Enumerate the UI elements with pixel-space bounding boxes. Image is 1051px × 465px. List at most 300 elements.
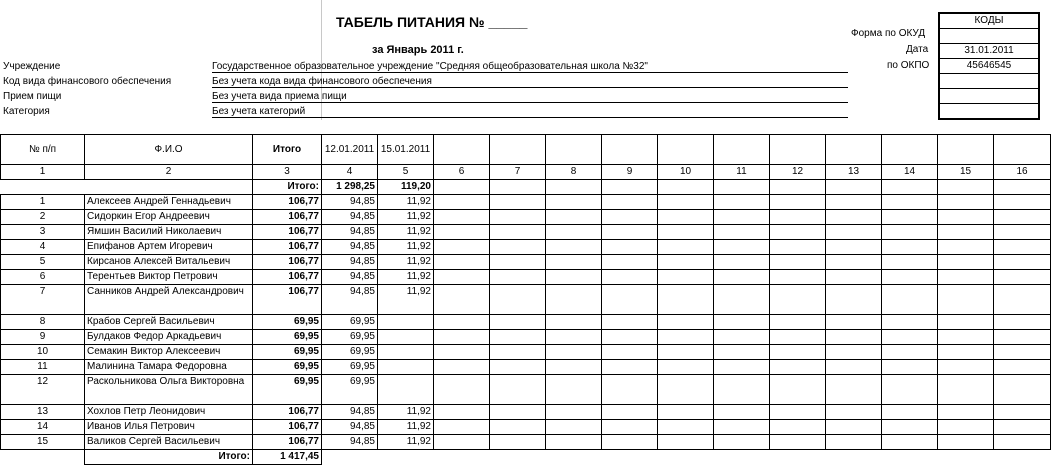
cell-d2: 11,92 xyxy=(378,240,434,255)
cell-empty xyxy=(714,420,770,435)
table-row xyxy=(1,330,1051,345)
col-number: 13 xyxy=(826,165,882,180)
field-value-category: Без учета категорий xyxy=(212,106,848,118)
cell-empty xyxy=(602,375,658,405)
cell-empty xyxy=(434,210,490,225)
cell-empty xyxy=(938,345,994,360)
table-row xyxy=(1,240,1051,255)
col-number: 9 xyxy=(602,165,658,180)
cell-d2 xyxy=(378,375,434,405)
col-number: 14 xyxy=(882,165,938,180)
table-header-row xyxy=(1,135,1051,165)
col-number: 12 xyxy=(770,165,826,180)
cell-empty xyxy=(658,420,714,435)
cell-total: 106,77 xyxy=(253,420,322,435)
cell-empty xyxy=(938,330,994,345)
cell-empty xyxy=(938,405,994,420)
top-total-row xyxy=(1,180,1051,195)
cell-empty xyxy=(714,435,770,450)
cell-empty xyxy=(434,270,490,285)
header-cell: № п/п xyxy=(1,135,85,165)
cell-empty xyxy=(826,330,882,345)
cell-empty xyxy=(826,345,882,360)
cell-d2: 11,92 xyxy=(378,225,434,240)
top-total-col4: 1 298,25 xyxy=(322,180,378,195)
cell-n: 12 xyxy=(1,375,85,405)
date-label: Дата xyxy=(906,44,929,55)
col-number: 7 xyxy=(490,165,546,180)
cell-empty xyxy=(938,420,994,435)
cell-empty xyxy=(826,225,882,240)
cell-empty xyxy=(770,225,826,240)
cell-empty xyxy=(770,255,826,270)
cell-total: 106,77 xyxy=(253,255,322,270)
cell-empty xyxy=(882,225,938,240)
cell-empty xyxy=(994,195,1051,210)
cell-n: 1 xyxy=(1,195,85,210)
cell-d2 xyxy=(378,360,434,375)
cell-d1: 69,95 xyxy=(322,360,378,375)
cell-empty xyxy=(770,405,826,420)
okud-value xyxy=(940,29,1038,44)
table-row xyxy=(1,285,1051,315)
cell-total: 106,77 xyxy=(253,270,322,285)
cell-empty xyxy=(658,345,714,360)
header-cell xyxy=(658,135,714,165)
cell-empty xyxy=(714,360,770,375)
field-label-institution: Учреждение xyxy=(3,61,61,72)
cell-empty xyxy=(602,360,658,375)
cell-d2: 11,92 xyxy=(378,420,434,435)
cell-empty xyxy=(602,240,658,255)
cell-empty xyxy=(938,240,994,255)
cell-n: 7 xyxy=(1,285,85,315)
cell-empty xyxy=(602,435,658,450)
cell-empty xyxy=(434,405,490,420)
cell-empty xyxy=(658,360,714,375)
cell-empty xyxy=(490,420,546,435)
cell-empty xyxy=(770,420,826,435)
column-numbers-row xyxy=(1,165,1051,180)
field-value-finance-code: Без учета кода вида финансового обеспечения xyxy=(212,76,848,88)
cell-empty xyxy=(882,210,938,225)
col-number: 4 xyxy=(322,165,378,180)
cell-n: 14 xyxy=(1,420,85,435)
table-row xyxy=(1,405,1051,420)
cell-total: 69,95 xyxy=(253,375,322,405)
cell-empty xyxy=(434,225,490,240)
cell-empty xyxy=(490,285,546,315)
cell-empty xyxy=(882,345,938,360)
header-cell xyxy=(938,135,994,165)
cell-empty xyxy=(546,330,602,345)
cell-n: 15 xyxy=(1,435,85,450)
col-number: 3 xyxy=(253,165,322,180)
cell-empty xyxy=(490,435,546,450)
cell-total: 106,77 xyxy=(253,435,322,450)
cell-empty xyxy=(490,330,546,345)
codes-box xyxy=(938,12,1040,120)
table-row xyxy=(1,435,1051,450)
cell-empty xyxy=(770,345,826,360)
cell-empty xyxy=(882,420,938,435)
field-value-meal: Без учета вида приема пищи xyxy=(212,91,848,103)
cell-empty xyxy=(602,210,658,225)
cell-empty xyxy=(994,255,1051,270)
okpo-label: по ОКПО xyxy=(887,60,930,71)
field-value-institution: Государственное образовательное учреждение "Средняя общеобразовательная школа №32" xyxy=(212,61,848,73)
cell-empty xyxy=(714,405,770,420)
cell-empty xyxy=(994,330,1051,345)
field-label-category: Категория xyxy=(3,106,50,117)
cell-d2: 11,92 xyxy=(378,270,434,285)
cell-empty xyxy=(882,330,938,345)
cell-empty xyxy=(434,240,490,255)
cell-d1: 69,95 xyxy=(322,345,378,360)
col-number: 6 xyxy=(434,165,490,180)
cell-total: 106,77 xyxy=(253,210,322,225)
cell-name: Малинина Тамара Федоровна xyxy=(85,360,253,375)
cell-empty xyxy=(658,435,714,450)
cell-empty xyxy=(602,285,658,315)
cell-empty xyxy=(658,270,714,285)
cell-n: 8 xyxy=(1,315,85,330)
cell-total: 69,95 xyxy=(253,345,322,360)
cell-empty xyxy=(602,270,658,285)
bottom-total-row xyxy=(1,450,1051,465)
cell-n: 2 xyxy=(1,210,85,225)
cell-empty xyxy=(994,435,1051,450)
cell-empty xyxy=(434,255,490,270)
okpo-value: 45646545 xyxy=(940,59,1038,74)
header-cell xyxy=(826,135,882,165)
cell-empty xyxy=(434,345,490,360)
cell-total: 106,77 xyxy=(253,225,322,240)
cell-n: 3 xyxy=(1,225,85,240)
cell-empty xyxy=(770,360,826,375)
cell-empty xyxy=(882,360,938,375)
cell-d1: 94,85 xyxy=(322,210,378,225)
cell-empty xyxy=(770,375,826,405)
cell-empty xyxy=(826,375,882,405)
cell-empty xyxy=(826,420,882,435)
cell-empty xyxy=(434,375,490,405)
col-number: 8 xyxy=(546,165,602,180)
header-cell xyxy=(434,135,490,165)
table-row xyxy=(1,195,1051,210)
cell-empty xyxy=(490,195,546,210)
cell-empty xyxy=(658,315,714,330)
cell-empty xyxy=(826,255,882,270)
header-cell xyxy=(490,135,546,165)
cell-name: Раскольникова Ольга Викторовна xyxy=(85,375,253,405)
cell-empty xyxy=(434,330,490,345)
cell-empty xyxy=(546,285,602,315)
cell-d1: 94,85 xyxy=(322,225,378,240)
col-number: 2 xyxy=(85,165,253,180)
cell-d1: 94,85 xyxy=(322,435,378,450)
cell-empty xyxy=(994,285,1051,315)
cell-empty xyxy=(938,210,994,225)
cell-empty xyxy=(490,225,546,240)
cell-name: Ямшин Василий Николаевич xyxy=(85,225,253,240)
cell-empty xyxy=(938,360,994,375)
table-row xyxy=(1,210,1051,225)
cell-empty xyxy=(714,210,770,225)
cell-empty xyxy=(714,195,770,210)
cell-empty xyxy=(490,240,546,255)
cell-empty xyxy=(434,315,490,330)
cell-d2 xyxy=(378,345,434,360)
cell-empty xyxy=(994,240,1051,255)
cell-empty xyxy=(770,210,826,225)
cell-n: 6 xyxy=(1,270,85,285)
header-cell xyxy=(602,135,658,165)
cell-empty xyxy=(826,210,882,225)
cell-empty xyxy=(882,195,938,210)
col-number: 1 xyxy=(1,165,85,180)
cell-empty xyxy=(546,195,602,210)
table-row xyxy=(1,345,1051,360)
cell-empty xyxy=(770,315,826,330)
table-row xyxy=(1,360,1051,375)
cell-n: 9 xyxy=(1,330,85,345)
cell-empty xyxy=(546,360,602,375)
header-cell: 12.01.2011 xyxy=(322,135,378,165)
cell-empty xyxy=(602,345,658,360)
cell-d1: 94,85 xyxy=(322,270,378,285)
cell-empty xyxy=(490,345,546,360)
cell-empty xyxy=(546,210,602,225)
cell-empty xyxy=(826,360,882,375)
cell-d1: 94,85 xyxy=(322,420,378,435)
table-row xyxy=(1,315,1051,330)
codes-empty-row xyxy=(940,89,1038,104)
cell-empty xyxy=(826,270,882,285)
cell-empty xyxy=(434,195,490,210)
cell-empty xyxy=(994,345,1051,360)
cell-empty xyxy=(938,270,994,285)
header-cell: Ф.И.О xyxy=(85,135,253,165)
cell-d2: 11,92 xyxy=(378,195,434,210)
cell-d2: 11,92 xyxy=(378,210,434,225)
cell-empty xyxy=(546,435,602,450)
cell-empty xyxy=(826,285,882,315)
cell-n: 11 xyxy=(1,360,85,375)
cell-empty xyxy=(770,195,826,210)
cell-empty xyxy=(658,210,714,225)
cell-name: Иванов Илья Петрович xyxy=(85,420,253,435)
cell-name: Терентьев Виктор Петрович xyxy=(85,270,253,285)
cell-empty xyxy=(770,285,826,315)
cell-empty xyxy=(546,405,602,420)
cell-empty xyxy=(602,315,658,330)
cell-name: Крабов Сергей Васильевич xyxy=(85,315,253,330)
cell-empty xyxy=(994,360,1051,375)
cell-empty xyxy=(658,330,714,345)
cell-empty xyxy=(994,225,1051,240)
cell-name: Епифанов Артем Игоревич xyxy=(85,240,253,255)
cell-empty xyxy=(602,255,658,270)
cell-empty xyxy=(994,375,1051,405)
cell-total: 106,77 xyxy=(253,405,322,420)
cell-empty xyxy=(938,435,994,450)
header-cell xyxy=(714,135,770,165)
cell-n: 13 xyxy=(1,405,85,420)
cell-name: Алексеев Андрей Геннадьевич xyxy=(85,195,253,210)
cell-empty xyxy=(882,375,938,405)
col-number: 5 xyxy=(378,165,434,180)
cell-name: Санников Андрей Александрович xyxy=(85,285,253,315)
cell-empty xyxy=(994,210,1051,225)
table-row xyxy=(1,255,1051,270)
cell-empty xyxy=(826,195,882,210)
cell-empty xyxy=(994,270,1051,285)
cell-n: 5 xyxy=(1,255,85,270)
cell-empty xyxy=(882,285,938,315)
cell-empty xyxy=(938,255,994,270)
document-period: за Январь 2011 г. xyxy=(372,44,464,56)
date-value: 31.01.2011 xyxy=(940,44,1038,59)
cell-d1: 94,85 xyxy=(322,240,378,255)
attendance-table xyxy=(0,134,1051,465)
cell-d1: 94,85 xyxy=(322,195,378,210)
table-row xyxy=(1,375,1051,405)
cell-empty xyxy=(490,405,546,420)
col-number: 10 xyxy=(658,165,714,180)
codes-header: КОДЫ xyxy=(940,14,1038,29)
cell-empty xyxy=(826,315,882,330)
cell-empty xyxy=(434,285,490,315)
cell-name: Сидоркин Егор Андреевич xyxy=(85,210,253,225)
cell-name: Валиков Сергей Васильевич xyxy=(85,435,253,450)
cell-name: Семакин Виктор Алексеевич xyxy=(85,345,253,360)
cell-empty xyxy=(490,255,546,270)
cell-empty xyxy=(434,420,490,435)
top-total-label: Итого: xyxy=(253,180,322,195)
field-label-meal: Прием пищи xyxy=(3,91,62,102)
cell-empty xyxy=(714,330,770,345)
cell-d2 xyxy=(378,315,434,330)
col-number: 16 xyxy=(994,165,1051,180)
cell-empty xyxy=(546,420,602,435)
cell-empty xyxy=(490,360,546,375)
header-cell xyxy=(546,135,602,165)
cell-empty xyxy=(602,225,658,240)
cell-total: 106,77 xyxy=(253,240,322,255)
cell-empty xyxy=(770,270,826,285)
cell-total: 69,95 xyxy=(253,360,322,375)
cell-empty xyxy=(546,255,602,270)
cell-empty xyxy=(546,375,602,405)
cell-d2: 11,92 xyxy=(378,255,434,270)
cell-empty xyxy=(882,255,938,270)
cell-empty xyxy=(546,315,602,330)
cell-d1: 94,85 xyxy=(322,405,378,420)
col-number: 11 xyxy=(714,165,770,180)
cell-empty xyxy=(882,315,938,330)
cell-empty xyxy=(658,375,714,405)
cell-total: 106,77 xyxy=(253,285,322,315)
cell-empty xyxy=(938,375,994,405)
cell-empty xyxy=(546,225,602,240)
cell-empty xyxy=(658,285,714,315)
header-cell xyxy=(994,135,1051,165)
cell-d2: 11,92 xyxy=(378,405,434,420)
cell-empty xyxy=(826,240,882,255)
cell-n: 4 xyxy=(1,240,85,255)
table-row xyxy=(1,270,1051,285)
cell-empty xyxy=(490,315,546,330)
cell-empty xyxy=(546,345,602,360)
cell-empty xyxy=(602,195,658,210)
cell-empty xyxy=(714,285,770,315)
cell-empty xyxy=(770,330,826,345)
table-row xyxy=(1,225,1051,240)
cell-empty xyxy=(658,405,714,420)
cell-d2: 11,92 xyxy=(378,435,434,450)
cell-empty xyxy=(714,225,770,240)
cell-d1: 94,85 xyxy=(322,255,378,270)
cell-empty xyxy=(490,270,546,285)
document-title: ТАБЕЛЬ ПИТАНИЯ № _____ xyxy=(336,14,528,30)
bottom-total-value: 1 417,45 xyxy=(253,450,322,465)
cell-empty xyxy=(490,375,546,405)
cell-empty xyxy=(882,435,938,450)
cell-name: Хохлов Петр Леонидович xyxy=(85,405,253,420)
cell-total: 69,95 xyxy=(253,315,322,330)
cell-empty xyxy=(770,435,826,450)
cell-empty xyxy=(826,435,882,450)
cell-empty xyxy=(994,420,1051,435)
table-row xyxy=(1,420,1051,435)
cell-empty xyxy=(714,255,770,270)
cell-empty xyxy=(826,405,882,420)
top-total-col5: 119,20 xyxy=(378,180,434,195)
header-cell: Итого xyxy=(253,135,322,165)
cell-empty xyxy=(658,225,714,240)
cell-empty xyxy=(938,225,994,240)
cell-empty xyxy=(714,270,770,285)
cell-empty xyxy=(882,240,938,255)
header-cell xyxy=(882,135,938,165)
cell-empty xyxy=(994,405,1051,420)
cell-empty xyxy=(658,240,714,255)
cell-empty xyxy=(714,240,770,255)
cell-name: Булдаков Федор Аркадьевич xyxy=(85,330,253,345)
cell-empty xyxy=(938,285,994,315)
cell-d2: 11,92 xyxy=(378,285,434,315)
cell-empty xyxy=(882,270,938,285)
cell-empty xyxy=(658,195,714,210)
cell-d1: 94,85 xyxy=(322,285,378,315)
field-label-finance-code: Код вида финансового обеспечения xyxy=(3,76,172,87)
cell-d1: 69,95 xyxy=(322,330,378,345)
cell-empty xyxy=(714,345,770,360)
col-number: 15 xyxy=(938,165,994,180)
cell-d1: 69,95 xyxy=(322,315,378,330)
header-cell: 15.01.2011 xyxy=(378,135,434,165)
cell-empty xyxy=(546,270,602,285)
cell-empty xyxy=(938,315,994,330)
codes-empty-row xyxy=(940,74,1038,89)
cell-empty xyxy=(602,420,658,435)
cell-empty xyxy=(490,210,546,225)
cell-empty xyxy=(434,360,490,375)
cell-empty xyxy=(994,315,1051,330)
cell-empty xyxy=(658,255,714,270)
cell-empty xyxy=(602,405,658,420)
